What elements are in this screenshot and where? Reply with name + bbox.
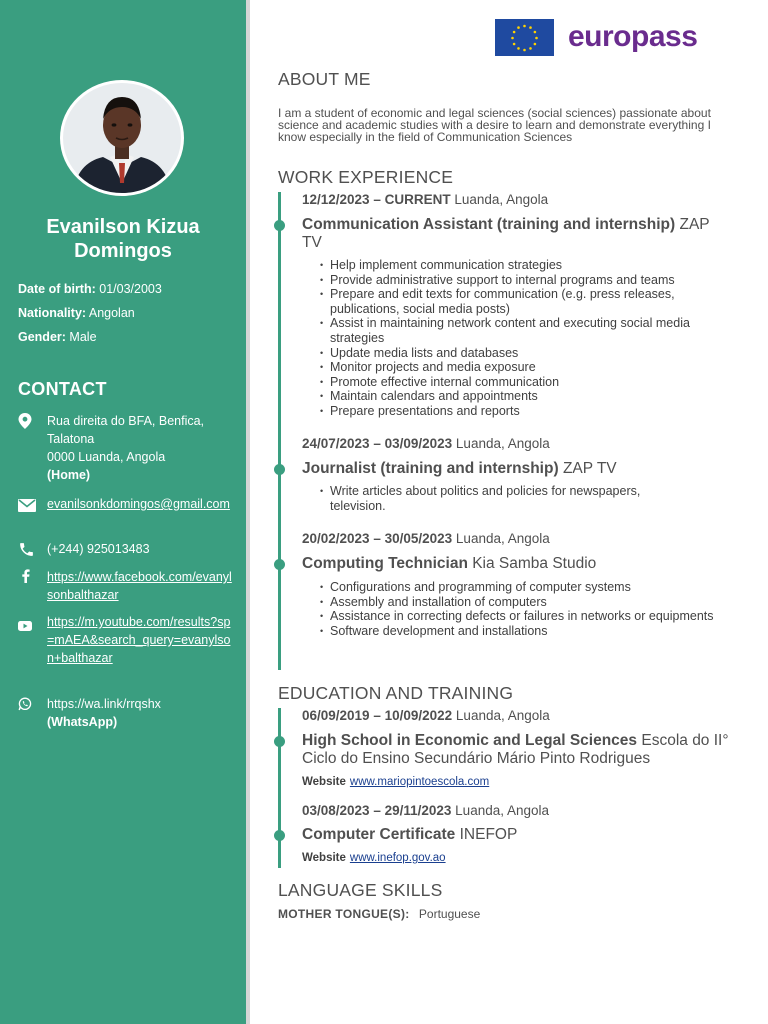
europass-logo — [495, 18, 705, 56]
address-line-1: Rua direita do BFA, Benfica, — [47, 414, 205, 428]
whatsapp-tag: (WhatsApp) — [47, 715, 118, 729]
full-name — [0, 215, 246, 263]
whatsapp-icon — [18, 695, 47, 731]
address-tag: (Home) — [47, 468, 91, 482]
job-3-role: Computing Technician — [302, 555, 468, 572]
europass-wordmark: europass — [568, 20, 698, 53]
education-heading: EDUCATION AND TRAINING — [278, 683, 514, 703]
education-timeline — [278, 708, 281, 868]
gender-label: Gender: — [18, 330, 66, 344]
job-1-duties — [320, 258, 728, 419]
contact-address — [18, 412, 232, 484]
timeline-dot — [274, 830, 285, 841]
nationality-label: Nationality: — [18, 306, 87, 320]
job-3-title — [302, 555, 732, 573]
contact-facebook — [18, 568, 232, 604]
job-1-date — [302, 192, 548, 207]
job-3-location: Luanda, Angola — [455, 531, 550, 546]
job-1-location: Luanda, Angola — [454, 192, 549, 207]
edu-2-website-link[interactable]: www.inefop.gov.ao — [349, 852, 446, 864]
edu-2-dates: 03/08/2023 – 29/11/2023 — [302, 803, 452, 818]
location-pin-icon — [18, 412, 47, 484]
edu-1-location: Luanda, Angola — [455, 708, 550, 723]
mother-tongue-label: MOTHER TONGUE(S): — [278, 907, 410, 921]
job-3-dates: 20/02/2023 – 30/05/2023 — [302, 531, 453, 546]
mother-tongue — [278, 907, 480, 921]
email-link[interactable]: evanilsonkdomingos@gmail.com — [47, 497, 230, 511]
job-2-date — [302, 436, 550, 451]
gender — [18, 329, 97, 345]
edu-2-location: Luanda, Angola — [455, 803, 550, 818]
list-item: • Promote effective internal communication — [320, 375, 728, 390]
list-item: • Assistance in correcting defects or failures in networks or equipments — [320, 609, 728, 624]
gender-value: Male — [69, 330, 97, 344]
about-heading: ABOUT ME — [278, 69, 371, 89]
edu-2-institution: INEFOP — [459, 826, 518, 843]
sidebar-divider — [246, 0, 250, 1024]
timeline-dot — [274, 736, 285, 747]
list-item: • Configurations and programming of computer systems — [320, 580, 728, 595]
contact-email — [18, 495, 232, 517]
languages-heading: LANGUAGE SKILLS — [278, 880, 443, 900]
edu-1-date — [302, 708, 550, 723]
job-2-title — [302, 460, 732, 478]
mother-tongue-value: Portuguese — [418, 907, 481, 921]
eu-flag-icon — [495, 19, 554, 56]
edu-1-title — [302, 732, 732, 768]
timeline-dot — [274, 464, 285, 475]
list-item: • Write articles about politics and policies for newspapers, television. — [320, 484, 680, 513]
nationality-value: Angolan — [88, 306, 135, 320]
edu-1-website — [302, 776, 489, 788]
edu-1-qualification: High School in Economic and Legal Sciences — [302, 732, 638, 749]
list-item: • Assembly and installation of computers — [320, 595, 728, 610]
edu-1-dates: 06/09/2019 – 10/09/2022 — [302, 708, 453, 723]
job-1-title — [302, 216, 732, 252]
whatsapp-link[interactable]: https://wa.link/rrqshx — [47, 697, 161, 711]
phone-number: (+244) 925013483 — [47, 542, 150, 556]
edu-1-institution: Escola do II° Ciclo do Ensino Secundário Mário Pinto Rodrigues — [302, 732, 729, 767]
contact-youtube — [18, 613, 232, 667]
list-item: • Assist in maintaining network content and executing social media strategies — [320, 316, 728, 345]
dob-label: Date of birth: — [18, 282, 96, 296]
youtube-icon — [18, 613, 47, 667]
timeline-dot — [274, 220, 285, 231]
envelope-icon — [18, 495, 47, 517]
job-1-role: Communication Assistant (training and internship) — [302, 216, 676, 233]
job-1-employer: ZAP TV — [302, 216, 710, 251]
dob-value: 01/03/2003 — [99, 282, 162, 296]
edu-1-website-link[interactable]: www.mariopintoescola.com — [349, 776, 490, 788]
job-2-dates: 24/07/2023 – 03/09/2023 — [302, 436, 453, 451]
job-3-date — [302, 531, 550, 546]
date-of-birth — [18, 281, 162, 297]
list-item: • Monitor projects and media exposure — [320, 360, 728, 375]
list-item: • Help implement communication strategies — [320, 258, 728, 273]
edu-2-title — [302, 826, 732, 844]
timeline-dot — [274, 559, 285, 570]
contact-heading: CONTACT — [18, 379, 107, 399]
profile-photo — [63, 83, 181, 193]
list-item: • Provide administrative support to internal programs and teams — [320, 273, 728, 288]
list-item: • Prepare presentations and reports — [320, 404, 728, 419]
contact-phone — [18, 540, 232, 563]
list-item: • Software development and installations — [320, 624, 728, 639]
job-2-role: Journalist (training and internship) — [302, 460, 559, 477]
facebook-link[interactable]: https://www.facebook.com/evanylsonbalthazar — [47, 570, 232, 602]
contact-whatsapp — [18, 695, 232, 731]
facebook-icon — [18, 568, 47, 604]
job-3-employer: Kia Samba Studio — [472, 555, 597, 572]
job-2-location: Luanda, Angola — [455, 436, 550, 451]
list-item: • Update media lists and databases — [320, 346, 728, 361]
youtube-link[interactable]: https://m.youtube.com/results?sp=mAEA&search_query=evanylson+balthazar — [47, 615, 231, 665]
edu-1-website-label: Website — [302, 776, 346, 788]
about-text: I am a student of economic and legal sciences (social sciences) passionate about science and academic studies with a desire to learn and demonstrate everything I know especially in the field of Communication Sciences — [278, 106, 711, 144]
job-2-duties — [320, 484, 680, 513]
edu-2-date — [302, 803, 549, 818]
edu-2-qualification: Computer Certificate — [302, 826, 456, 843]
job-1-dates: 12/12/2023 – CURRENT — [302, 192, 451, 207]
list-item — [320, 287, 728, 316]
address-line-2: Talatona — [47, 432, 95, 446]
edu-2-website — [302, 852, 446, 864]
list-item-text: • Prepare and edit texts for communication (e.g. press releases, publications, social media posts) — [330, 287, 675, 316]
name-line-1: Evanilson Kizua — [46, 216, 200, 238]
sidebar — [0, 0, 246, 1024]
phone-icon — [18, 540, 47, 563]
work-heading: WORK EXPERIENCE — [278, 167, 454, 187]
avatar — [60, 80, 184, 196]
job-3-duties — [320, 580, 728, 638]
job-2-employer: ZAP TV — [562, 460, 617, 477]
work-timeline — [278, 192, 281, 670]
address-line-3: 0000 Luanda, Angola — [47, 450, 166, 464]
nationality — [18, 305, 135, 321]
edu-2-website-label: Website — [302, 852, 346, 864]
list-item: • Maintain calendars and appointments — [320, 389, 728, 404]
name-line-2: Domingos — [74, 240, 172, 262]
